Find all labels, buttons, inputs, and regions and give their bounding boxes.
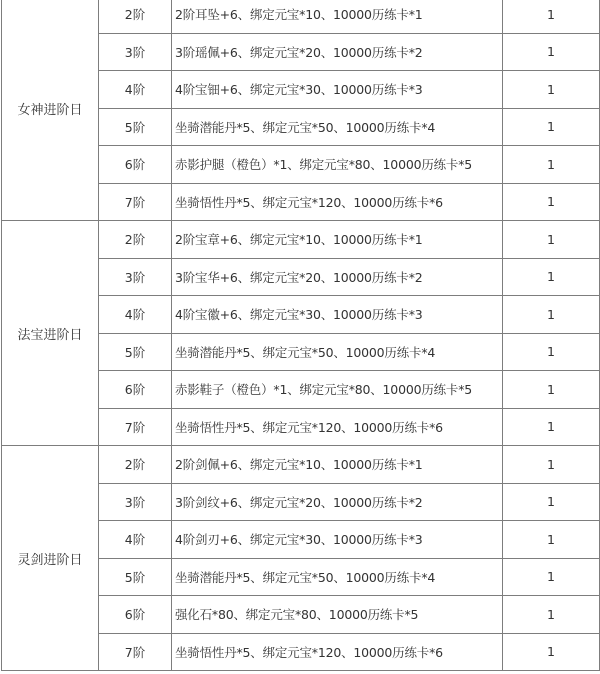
reward-cell: 坐骑潜能丹*5、绑定元宝*50、10000历练卡*4 <box>172 558 503 596</box>
day-name-cell: 法宝进阶日 <box>2 221 99 446</box>
stage-cell: 4阶 <box>99 521 172 559</box>
stage-cell: 4阶 <box>99 296 172 334</box>
stage-cell: 6阶 <box>99 371 172 409</box>
quantity-cell: 1 <box>503 633 600 671</box>
table-row <box>2 446 600 484</box>
reward-table <box>1 0 600 671</box>
reward-cell: 赤影护腿（橙色）*1、绑定元宝*80、10000历练卡*5 <box>172 146 503 184</box>
reward-cell: 3阶宝华+6、绑定元宝*20、10000历练卡*2 <box>172 258 503 296</box>
reward-cell: 坐骑潜能丹*5、绑定元宝*50、10000历练卡*4 <box>172 333 503 371</box>
quantity-cell: 1 <box>503 33 600 71</box>
table-row <box>2 221 600 259</box>
stage-cell: 7阶 <box>99 183 172 221</box>
quantity-cell: 1 <box>503 483 600 521</box>
table-row <box>2 0 600 33</box>
reward-cell: 4阶宝钿+6、绑定元宝*30、10000历练卡*3 <box>172 71 503 109</box>
stage-cell: 3阶 <box>99 33 172 71</box>
quantity-cell: 1 <box>503 596 600 634</box>
stage-cell: 6阶 <box>99 596 172 634</box>
reward-cell: 坐骑悟性丹*5、绑定元宝*120、10000历练卡*6 <box>172 633 503 671</box>
stage-cell: 6阶 <box>99 146 172 184</box>
quantity-cell: 1 <box>503 333 600 371</box>
quantity-cell: 1 <box>503 71 600 109</box>
quantity-cell: 1 <box>503 296 600 334</box>
quantity-cell: 1 <box>503 521 600 559</box>
quantity-cell: 1 <box>503 108 600 146</box>
reward-cell: 2阶剑佩+6、绑定元宝*10、10000历练卡*1 <box>172 446 503 484</box>
quantity-cell: 1 <box>503 446 600 484</box>
quantity-cell: 1 <box>503 183 600 221</box>
stage-cell: 2阶 <box>99 0 172 33</box>
reward-cell: 2阶耳坠+6、绑定元宝*10、10000历练卡*1 <box>172 0 503 33</box>
quantity-cell: 1 <box>503 258 600 296</box>
reward-cell: 坐骑潜能丹*5、绑定元宝*50、10000历练卡*4 <box>172 108 503 146</box>
quantity-cell: 1 <box>503 371 600 409</box>
stage-cell: 5阶 <box>99 108 172 146</box>
reward-cell: 2阶宝章+6、绑定元宝*10、10000历练卡*1 <box>172 221 503 259</box>
stage-cell: 5阶 <box>99 558 172 596</box>
reward-cell: 4阶宝徽+6、绑定元宝*30、10000历练卡*3 <box>172 296 503 334</box>
stage-cell: 5阶 <box>99 333 172 371</box>
stage-cell: 7阶 <box>99 408 172 446</box>
reward-cell: 坐骑悟性丹*5、绑定元宝*120、10000历练卡*6 <box>172 408 503 446</box>
reward-cell: 赤影鞋子（橙色）*1、绑定元宝*80、10000历练卡*5 <box>172 371 503 409</box>
stage-cell: 2阶 <box>99 221 172 259</box>
day-name-cell: 灵剑进阶日 <box>2 446 99 671</box>
stage-cell: 3阶 <box>99 258 172 296</box>
quantity-cell: 1 <box>503 221 600 259</box>
reward-cell: 坐骑悟性丹*5、绑定元宝*120、10000历练卡*6 <box>172 183 503 221</box>
quantity-cell: 1 <box>503 408 600 446</box>
quantity-cell: 1 <box>503 558 600 596</box>
reward-cell: 3阶剑纹+6、绑定元宝*20、10000历练卡*2 <box>172 483 503 521</box>
reward-cell: 强化石*80、绑定元宝*80、10000历练卡*5 <box>172 596 503 634</box>
reward-table-body <box>2 0 600 671</box>
stage-cell: 3阶 <box>99 483 172 521</box>
stage-cell: 7阶 <box>99 633 172 671</box>
quantity-cell: 1 <box>503 146 600 184</box>
stage-cell: 4阶 <box>99 71 172 109</box>
day-name-cell: 女神进阶日 <box>2 0 99 221</box>
quantity-cell: 1 <box>503 0 600 33</box>
reward-cell: 3阶瑶佩+6、绑定元宝*20、10000历练卡*2 <box>172 33 503 71</box>
stage-cell: 2阶 <box>99 446 172 484</box>
reward-cell: 4阶剑刃+6、绑定元宝*30、10000历练卡*3 <box>172 521 503 559</box>
